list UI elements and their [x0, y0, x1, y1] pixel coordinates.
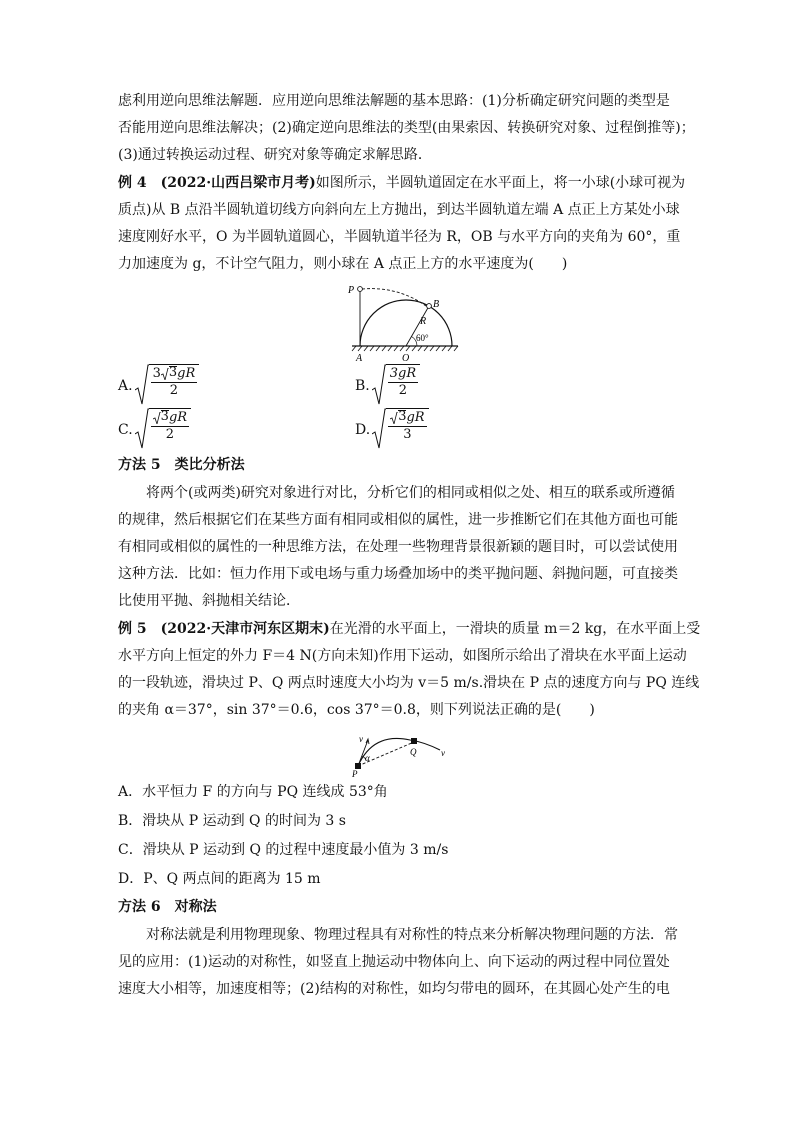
- example-4-label: 例 4: [118, 174, 147, 191]
- choice-list: [118, 778, 678, 894]
- method-5-line-1: 将两个(或两类)研究对象进行对比，分析它们的相同或相似之处、相互的联系或所遵循: [146, 484, 675, 501]
- radical: [372, 364, 420, 408]
- example-4-line-1: [118, 170, 686, 197]
- option-a-inner: 3: [168, 365, 178, 381]
- example-5-line-3: 的一段轨迹，滑块过 P、Q 两点时速度大小均为 v＝5 m/s.滑块在 P 点的速度方向与 PQ 连线: [118, 675, 700, 692]
- option-b-label: B.: [355, 378, 370, 395]
- method-6-line-3: 速度大小相等，加速度相等；(2)结构的对称性，如均匀带电的圆环，在其圆心处产生的电: [118, 981, 670, 998]
- option-d-den: 3: [403, 427, 412, 443]
- option-d[interactable]: [355, 408, 592, 452]
- options-row-ab: [118, 364, 678, 408]
- example-5-text-1: 在光滑的水平面上，一滑块的质量 m＝2 kg，在水平面上受: [329, 620, 701, 637]
- example-4-text-1: 如图所示，半圆轨道固定在水平面上，将一小球(小球可视为: [315, 174, 686, 191]
- dashed-trajectory: [362, 289, 426, 306]
- intro-line-1: 虑利用逆向思维法解题．应用逆向思维法解题的基本思路：(1)分析确定研究问题的类型是: [118, 93, 670, 109]
- option-a-coef: 3: [152, 366, 161, 382]
- option-d-inner: 3: [398, 409, 407, 425]
- example-5-line-1: [118, 616, 701, 643]
- example-4-line-4: 力加速度为 g，不计空气阻力，则小球在 A 点正上方的水平速度为( ): [118, 256, 568, 273]
- label-angle: 60°: [416, 333, 429, 344]
- label-r: R: [420, 316, 427, 328]
- example-5-source: (2022·天津市河东区期末): [160, 620, 330, 637]
- option-d-tail: gR: [406, 410, 425, 426]
- method-6-line-2: 见的应用：(1)运动的对称性，如竖直上抛运动中物体向上、向下运动的两过程中同位置处: [118, 953, 670, 970]
- ball-b: [427, 304, 432, 309]
- example-4-line-3: 速度刚好水平，O 为半圆轨道圆心，半圆轨道半径为 R，OB 与水平方向的夹角为 60°，重: [118, 229, 681, 246]
- example-4-line-2: 质点)从 B 点沿半圆轨道切线方向斜向左上方抛出，到达半圆轨道左端 A 点正上方某处小球: [118, 201, 680, 218]
- method-5-line-3: 有相同或相似的属性的一种思维方法，在处理一些物理背景很新颖的题目时，可以尝试使用: [118, 539, 678, 556]
- options-row-cd: [118, 408, 678, 452]
- option-c-inner: 3: [160, 409, 169, 425]
- option-b-den: 2: [398, 383, 408, 399]
- intro-line-2: 否能用逆向思维法解决；(2)确定逆向思维法的类型(由果索因、转换研究对象、过程倒推等)；: [118, 120, 695, 137]
- page-content: [118, 88, 701, 1003]
- example-4-source: (2022·山西吕梁市月考): [160, 174, 316, 191]
- example-4: [118, 170, 686, 453]
- label-v1: v: [359, 734, 363, 745]
- choice-c[interactable]: C．滑块从 P 运动到 Q 的过程中速度最小值为 3 m/s: [118, 842, 449, 859]
- choice-a[interactable]: A．水平恒力 F 的方向与 PQ 连线成 53°角: [118, 784, 388, 801]
- example-5: [118, 616, 701, 895]
- option-c-den: 2: [165, 427, 175, 443]
- method-5-line-5: 比使用平抛、斜抛相关结论．: [118, 593, 300, 610]
- label-p: P: [352, 769, 358, 779]
- label-b: B: [433, 299, 440, 311]
- intro-line-3: (3)通过转换运动过程、研究对象等确定求解思路．: [118, 147, 432, 164]
- method-6: [118, 894, 678, 1003]
- option-a-den: 2: [169, 383, 179, 399]
- example-5-label: 例 5: [118, 620, 147, 637]
- label-q: Q: [410, 747, 417, 758]
- method-5-line-2: 的规律，然后根据它们在某些方面有相同或相似的属性，进一步推断它们在其他方面也可能: [118, 511, 678, 528]
- option-a[interactable]: [118, 364, 355, 408]
- choice-d[interactable]: D．P、Q 两点间的距离为 15 m: [118, 871, 321, 888]
- example-5-line-2: 水平方向上恒定的外力 F＝4 N(方向未知)作用下运动，如图所示给出了滑块在水平面上运动: [118, 647, 687, 664]
- label-a: A: [356, 353, 363, 365]
- radical: [135, 408, 191, 452]
- option-a-tail: gR: [177, 366, 196, 382]
- point-q: [411, 738, 417, 744]
- radical: [372, 408, 428, 452]
- label-v2: v: [441, 748, 445, 759]
- choice-b[interactable]: B．滑块从 P 运动到 Q 的时间为 3 s: [118, 813, 346, 830]
- radical: [135, 364, 200, 408]
- option-b-num: 3gR: [389, 366, 417, 382]
- option-c[interactable]: [118, 408, 355, 452]
- method-6-line-1: 对称法就是利用物理现象、物理过程具有对称性的特点来分析解决物理问题的方法．常: [146, 926, 678, 943]
- option-a-label: A.: [118, 378, 133, 395]
- option-b[interactable]: [355, 364, 592, 408]
- trajectory-curve: [358, 739, 440, 767]
- trajectory-figure: [338, 728, 458, 778]
- ground-hatching: [352, 346, 458, 351]
- option-c-label: C.: [118, 422, 133, 439]
- method-6-title: 方法 6 对称法: [118, 899, 217, 916]
- example-5-line-4: 的夹角 α＝37°，sin 37°＝0.6，cos 37°＝0.8，则下列说法正确的是( ): [118, 702, 595, 719]
- option-d-label: D.: [355, 422, 371, 439]
- method-5: [118, 452, 678, 615]
- semicircle-track-figure: [346, 282, 462, 364]
- label-alpha: α: [365, 753, 370, 764]
- ball-p: [358, 287, 363, 292]
- label-o: O: [402, 353, 410, 365]
- option-c-tail: gR: [168, 410, 188, 426]
- intro-paragraph: [118, 88, 695, 170]
- method-5-title: 方法 5 类比分析法: [118, 457, 245, 474]
- label-p: P: [348, 285, 355, 297]
- method-5-line-4: 这种方法．比如：恒力作用下或电场与重力场叠加场中的类平抛问题、斜抛问题，可直接类: [118, 566, 678, 583]
